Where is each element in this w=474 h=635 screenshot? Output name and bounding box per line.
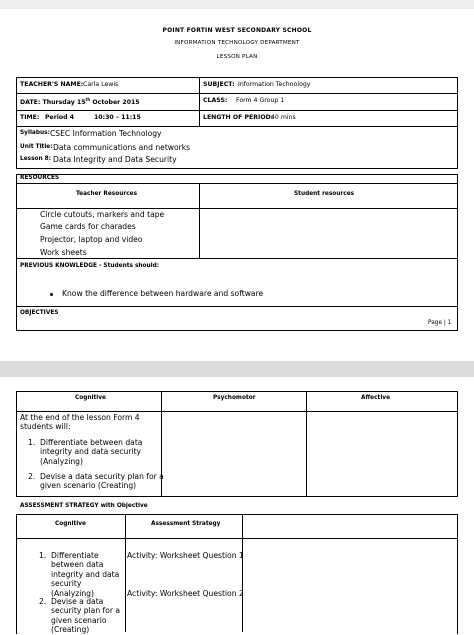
divider bbox=[16, 411, 458, 412]
viewer-top-bar bbox=[0, 0, 474, 9]
teacher-value: Carla Lewis bbox=[83, 81, 119, 88]
teacher-resource-item: Game cards for charades bbox=[40, 222, 136, 231]
page-number: Page | 1 bbox=[428, 320, 452, 326]
divider bbox=[199, 77, 200, 126]
document-type: LESSON PLAN bbox=[216, 54, 258, 60]
divider bbox=[16, 258, 458, 259]
unit-value: Data communications and networks bbox=[53, 143, 191, 152]
assess-cognitive-header: Cognitive bbox=[55, 521, 86, 527]
school-name: POINT FORTIN WEST SECONDARY SCHOOL bbox=[162, 27, 312, 34]
assess-objective-1: 1. Differentiate between data integrity and data security (Analyzing) bbox=[39, 551, 120, 598]
divider bbox=[16, 538, 458, 539]
divider bbox=[16, 126, 458, 127]
syllabus-label: Syllabus: bbox=[20, 130, 50, 136]
divider bbox=[16, 183, 458, 184]
assessment-strategy-header: Assessment Strategy bbox=[151, 521, 221, 527]
teacher-label: TEACHER'S NAME: bbox=[20, 81, 84, 88]
divider bbox=[16, 93, 458, 94]
teacher-resource-item: Projector, laptop and video bbox=[40, 235, 143, 244]
lesson-label: Lesson 8: bbox=[20, 156, 52, 162]
student-resources-header: Student resources bbox=[294, 191, 355, 197]
cognitive-header: Cognitive bbox=[75, 395, 106, 401]
divider bbox=[306, 391, 307, 497]
page-gap bbox=[0, 361, 474, 377]
teacher-resource-item: Work sheets bbox=[40, 248, 87, 257]
objective-item-1: 1. Differentiate between data integrity and data security (Analyzing) bbox=[28, 438, 143, 466]
time-label: TIME: bbox=[20, 114, 40, 121]
assessment-activity-1: Activity: Worksheet Question 1 bbox=[127, 551, 244, 560]
divider bbox=[16, 208, 458, 209]
time-period: Period 4 bbox=[45, 114, 75, 121]
lesson-value: Data Integrity and Data Security bbox=[53, 155, 177, 164]
objectives-intro-cont: students will: bbox=[20, 422, 71, 431]
divider bbox=[125, 514, 126, 632]
length-label: LENGTH OF PERIOD: bbox=[203, 114, 274, 121]
affective-header: Affective bbox=[361, 395, 391, 401]
assess-objective-2: 2. Devise a data security plan for a given scenario (Creating) bbox=[39, 597, 121, 635]
subject-value: Information Technology bbox=[238, 81, 311, 88]
syllabus-value: CSEC Information Technology bbox=[50, 129, 162, 138]
subject-label: SUBJECT: bbox=[203, 81, 235, 88]
resources-title: RESOURCES bbox=[20, 175, 60, 181]
length-value: 40 mins bbox=[271, 114, 296, 121]
objectives-intro: At the end of the lesson Form 4 bbox=[20, 413, 140, 422]
bullet-icon bbox=[50, 293, 53, 296]
department-name: INFORMATION TECHNOLOGY DEPARTMENT bbox=[174, 40, 300, 46]
unit-label: Unit Title: bbox=[20, 144, 53, 150]
teacher-resource-item: Circle cutouts, markers and tape bbox=[40, 210, 165, 219]
divider bbox=[242, 514, 243, 632]
psychomotor-header: Psychomotor bbox=[213, 395, 256, 401]
objective-item-2: 2. Devise a data security plan for a given scenario (Creating) bbox=[28, 472, 164, 491]
class-value: Form 4 Group 1 bbox=[236, 97, 285, 104]
assessment-title: ASSESSMENT STRATEGY with Objective bbox=[20, 503, 148, 509]
divider bbox=[199, 183, 200, 258]
time-range: 10:30 – 11:15 bbox=[94, 114, 141, 121]
teacher-resources-header: Teacher Resources bbox=[76, 191, 138, 197]
objectives-title: OBJECTIVES bbox=[20, 310, 59, 316]
divider bbox=[16, 306, 458, 307]
date-value: DATE: Thursday 15th October 2015 bbox=[20, 97, 140, 107]
previous-knowledge-title: PREVIOUS KNOWLEDGE - Students should: bbox=[20, 263, 160, 269]
document-page-1 bbox=[0, 9, 474, 361]
assessment-activity-2: Activity: Worksheet Question 2 bbox=[127, 589, 244, 598]
previous-knowledge-item: Know the difference between hardware and software bbox=[62, 289, 264, 298]
divider bbox=[16, 110, 458, 111]
class-label: CLASS: bbox=[203, 97, 228, 104]
